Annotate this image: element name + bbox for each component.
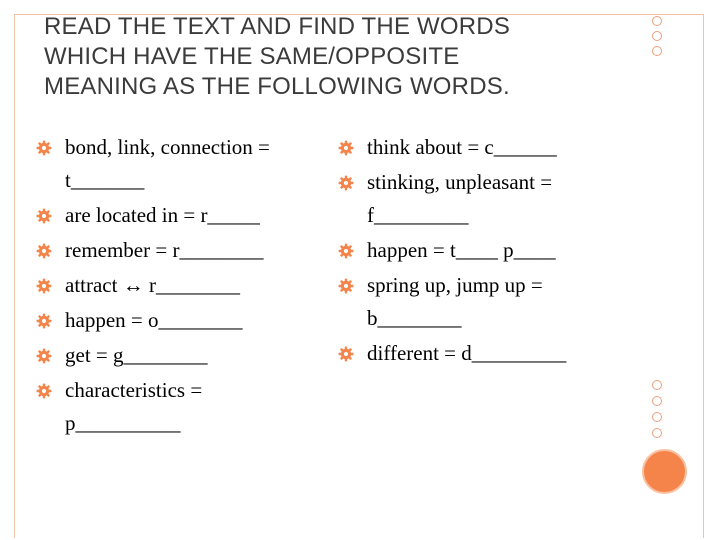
- item-line-1: bond, link, connection =: [65, 135, 270, 159]
- item-line-1: think about = c______: [367, 135, 557, 159]
- decorative-dot: [652, 46, 662, 56]
- gear-bullet-icon: [338, 243, 354, 259]
- gear-bullet-icon: [36, 208, 52, 224]
- list-item: [36, 199, 326, 232]
- item-line-2: b________: [367, 306, 462, 330]
- right-bullet-list: [338, 131, 618, 372]
- item-line-2: t_______: [65, 168, 145, 192]
- list-item: [36, 339, 326, 372]
- item-line-1: get = g________: [65, 343, 208, 367]
- list-item: [338, 269, 618, 335]
- list-item: [338, 234, 618, 267]
- list-item: [36, 269, 326, 302]
- item-line-1: remember = r________: [65, 238, 264, 262]
- decorative-dot: [652, 396, 662, 406]
- gear-bullet-icon: [338, 346, 354, 362]
- list-item: [36, 374, 326, 440]
- gear-bullet-icon: [36, 278, 52, 294]
- item-line-1: different = d_________: [367, 341, 567, 365]
- item-line-1: stinking, unpleasant =: [367, 170, 553, 194]
- item-line-1: happen = t____ p____: [367, 238, 556, 262]
- gear-bullet-icon: [36, 140, 52, 156]
- decorative-dot: [652, 31, 662, 41]
- list-item: [36, 234, 326, 267]
- gear-bullet-icon: [36, 348, 52, 364]
- gear-bullet-icon: [338, 278, 354, 294]
- item-line-1: are located in = r_____: [65, 203, 260, 227]
- gear-bullet-icon: [36, 313, 52, 329]
- list-item: [338, 337, 618, 370]
- left-bullet-list: [36, 131, 326, 442]
- list-item: [338, 131, 618, 164]
- item-line-1: happen = o________: [65, 308, 243, 332]
- decorative-dot: [652, 412, 662, 422]
- gear-bullet-icon: [338, 140, 354, 156]
- gear-bullet-icon: [36, 383, 52, 399]
- list-item: [338, 166, 618, 232]
- title-line-3: MEANING AS THE FOLLOWING WORDS.: [44, 73, 510, 100]
- decorative-dot: [652, 380, 662, 390]
- decorative-dot: [652, 16, 662, 26]
- list-item: [36, 304, 326, 337]
- item-line-1: spring up, jump up =: [367, 273, 543, 297]
- list-item: [36, 131, 326, 197]
- gear-bullet-icon: [338, 175, 354, 191]
- item-line-2: f_________: [367, 203, 469, 227]
- decorative-dot: [652, 428, 662, 438]
- title-line-2: WHICH HAVE THE SAME/OPPOSITE: [44, 43, 460, 70]
- item-line-1: attract ↔ r________: [65, 273, 240, 297]
- gear-bullet-icon: [36, 243, 52, 259]
- slide-title: [44, 12, 664, 102]
- item-line-1: characteristics =: [65, 378, 203, 402]
- item-line-2: p__________: [65, 411, 181, 435]
- title-line-1: READ THE TEXT AND FIND THE WORDS: [44, 13, 511, 40]
- decorative-orange-circle: [642, 449, 687, 494]
